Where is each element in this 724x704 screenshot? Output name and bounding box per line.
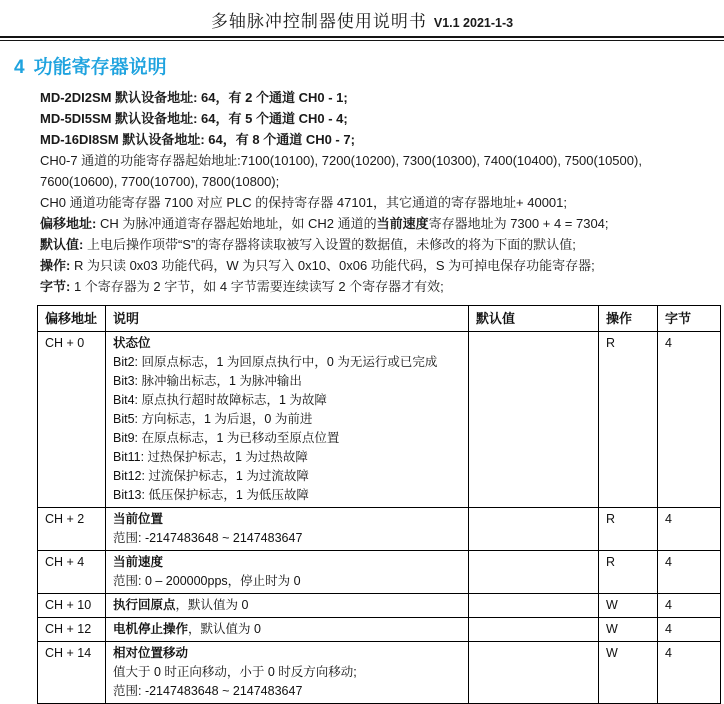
text-segment-bold: MD-5DI5SM 默认设备地址: 64，有 5 个通道 CH0 - 4; xyxy=(40,111,348,126)
column-header: 说明 xyxy=(106,306,469,332)
section-title-text: 功能寄存器说明 xyxy=(33,57,167,78)
description-line xyxy=(113,486,461,505)
description-line xyxy=(113,663,461,682)
text-segment: CH0-7 通道的功能寄存器起始地址:7100(10100), 7200(10200), 7300(10300), 7400(10400), 7500(10500), 7600(10600), 7700(10700), 7800(10800); xyxy=(40,153,642,189)
operation-cell: W xyxy=(599,594,658,618)
description-line xyxy=(113,510,461,529)
offset-address-cell: CH + 14 xyxy=(38,642,106,704)
text-segment: 范围: -2147483648 ~ 2147483647 xyxy=(113,684,303,698)
document-version: V1.1 2021-1-3 xyxy=(433,16,514,30)
text-segment: R 为只读 0x03 功能代码，W 为只写入 0x10、0x06 功能代码，S 为可掉电保存功能寄存器; xyxy=(73,258,595,273)
description-cell xyxy=(106,642,469,704)
bytes-cell: 4 xyxy=(658,551,721,594)
text-segment-bold: 相对位置移动 xyxy=(113,646,189,660)
text-segment: 值大于 0 时正向移动，小于 0 时反方向移动; xyxy=(113,665,357,679)
table-row xyxy=(38,508,721,551)
intro-line xyxy=(40,213,722,234)
description-cell xyxy=(106,332,469,508)
text-segment: ，默认值为 0 xyxy=(188,622,261,636)
operation-cell: W xyxy=(599,642,658,704)
text-segment: Bit2: 回原点标志，1 为回原点执行中，0 为无运行或已完成 xyxy=(113,355,438,369)
column-header: 偏移地址 xyxy=(38,306,106,332)
description-line xyxy=(113,334,461,353)
text-segment: Bit4: 原点执行超时故障标志，1 为故障 xyxy=(113,393,327,407)
default-value-cell xyxy=(469,618,599,642)
intro-line xyxy=(40,129,722,150)
table-row xyxy=(38,618,721,642)
document-header xyxy=(0,0,724,32)
intro-paragraphs xyxy=(40,87,722,297)
bytes-cell: 4 xyxy=(658,618,721,642)
intro-line xyxy=(40,276,722,297)
description-line xyxy=(113,529,461,548)
column-header: 操作 xyxy=(599,306,658,332)
text-segment-bold: 电机停止操作 xyxy=(113,622,189,636)
table-header-row xyxy=(38,306,721,332)
register-table xyxy=(37,305,721,704)
default-value-cell xyxy=(469,332,599,508)
text-segment-bold: 执行回原点 xyxy=(113,598,176,612)
description-line xyxy=(113,410,461,429)
table-row xyxy=(38,642,721,704)
operation-cell: R xyxy=(599,508,658,551)
description-line xyxy=(113,467,461,486)
description-line xyxy=(113,448,461,467)
text-segment: Bit5: 方向标志，1 为后退，0 为前进 xyxy=(113,412,313,426)
description-line xyxy=(113,391,461,410)
default-value-cell xyxy=(469,594,599,618)
description-line xyxy=(113,596,461,615)
intro-line xyxy=(40,255,722,276)
intro-line xyxy=(40,192,722,213)
text-segment-bold: 默认值: xyxy=(40,237,87,252)
intro-line xyxy=(40,150,722,192)
section-number: 4 xyxy=(14,57,25,78)
text-segment: CH 为脉冲通道寄存器起始地址，如 CH2 通道的 xyxy=(99,216,377,231)
bytes-cell: 4 xyxy=(658,332,721,508)
text-segment-bold: 偏移地址: xyxy=(40,216,100,231)
intro-line xyxy=(40,234,722,255)
text-segment: Bit11: 过热保护标志，1 为过热故障 xyxy=(113,450,308,464)
text-segment: Bit12: 过流保护标志，1 为过流故障 xyxy=(113,469,309,483)
text-segment: CH0 通道功能寄存器 7100 对应 PLC 的保持寄存器 47101，其它通道的寄存器地址+ 40001; xyxy=(40,195,568,210)
text-segment: Bit13: 低压保护标志，1 为低压故障 xyxy=(113,488,309,502)
description-cell xyxy=(106,594,469,618)
offset-address-cell: CH + 4 xyxy=(38,551,106,594)
text-segment: ，默认值为 0 xyxy=(175,598,249,612)
description-cell xyxy=(106,618,469,642)
default-value-cell xyxy=(469,508,599,551)
text-segment-bold: 当前位置 xyxy=(113,512,164,526)
offset-address-cell: CH + 0 xyxy=(38,332,106,508)
intro-line xyxy=(40,87,722,108)
description-cell xyxy=(106,551,469,594)
default-value-cell xyxy=(469,551,599,594)
bytes-cell: 4 xyxy=(658,508,721,551)
text-segment: 范围: 0 – 200000pps，停止时为 0 xyxy=(113,574,301,588)
text-segment: 寄存器地址为 7300 + 4 = 7304; xyxy=(428,216,609,231)
table-row xyxy=(38,332,721,508)
offset-address-cell: CH + 10 xyxy=(38,594,106,618)
text-segment: Bit3: 脉冲输出标志，1 为脉冲输出 xyxy=(113,374,302,388)
operation-cell: R xyxy=(599,332,658,508)
operation-cell: W xyxy=(599,618,658,642)
offset-address-cell: CH + 2 xyxy=(38,508,106,551)
text-segment-bold: 当前速度 xyxy=(376,216,429,231)
text-segment-bold: 当前速度 xyxy=(113,555,164,569)
description-line xyxy=(113,682,461,701)
description-line xyxy=(113,429,461,448)
text-segment-bold: MD-2DI2SM 默认设备地址: 64，有 2 个通道 CH0 - 1; xyxy=(40,90,348,105)
section-heading xyxy=(14,52,724,79)
description-line xyxy=(113,644,461,663)
bytes-cell: 4 xyxy=(658,594,721,618)
text-segment: Bit9: 在原点标志，1 为已移动至原点位置 xyxy=(113,431,340,445)
description-line xyxy=(113,620,461,639)
table-row xyxy=(38,594,721,618)
text-segment-bold: 操作: xyxy=(40,258,74,273)
text-segment: 上电后操作项带“S”的寄存器将读取被写入设置的数据值，未修改的将为下面的默认值; xyxy=(86,237,576,252)
text-segment-bold: 状态位 xyxy=(113,336,151,350)
text-segment-bold: MD-16DI8SM 默认设备地址: 64，有 8 个通道 CH0 - 7; xyxy=(40,132,355,147)
column-header: 字节 xyxy=(658,306,721,332)
text-segment-bold: 字节: xyxy=(40,279,74,294)
description-line xyxy=(113,553,461,572)
document-title: 多轴脉冲控制器使用说明书 xyxy=(210,12,427,31)
intro-line xyxy=(40,108,722,129)
description-line xyxy=(113,353,461,372)
operation-cell: R xyxy=(599,551,658,594)
table-row xyxy=(38,551,721,594)
description-line xyxy=(113,372,461,391)
text-segment: 范围: -2147483648 ~ 2147483647 xyxy=(113,531,303,545)
description-line xyxy=(113,572,461,591)
default-value-cell xyxy=(469,642,599,704)
offset-address-cell: CH + 12 xyxy=(38,618,106,642)
header-divider-rule xyxy=(0,36,724,41)
text-segment: 1 个寄存器为 2 字节，如 4 字节需要连续读写 2 个寄存器才有效; xyxy=(73,279,444,294)
column-header: 默认值 xyxy=(469,306,599,332)
description-cell xyxy=(106,508,469,551)
bytes-cell: 4 xyxy=(658,642,721,704)
